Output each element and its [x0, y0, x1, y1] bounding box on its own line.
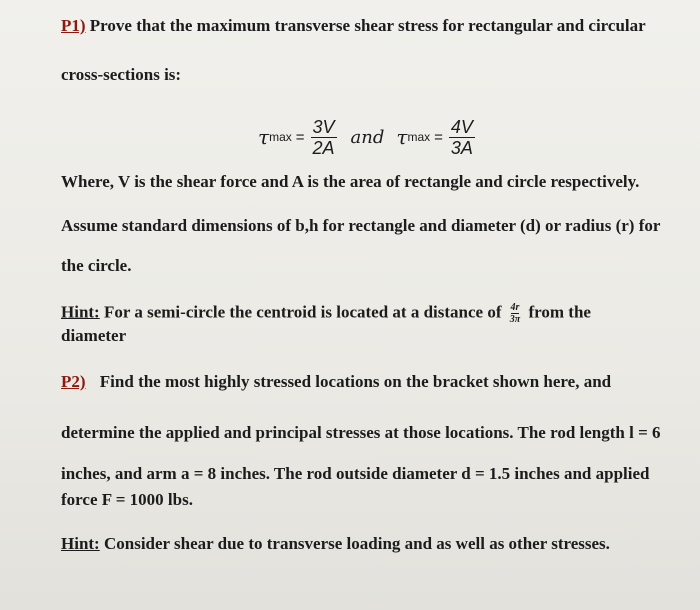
p1-assume-1: Assume standard dimensions of b,h for rectangle and diameter (d) or radius (r) for	[61, 216, 661, 235]
fraction-circ-den: 3A	[450, 137, 473, 158]
p1-line2: cross-sections is:	[61, 65, 182, 84]
hint1-text-b: from the	[528, 302, 591, 322]
p1-label: P1)	[61, 16, 86, 35]
p2-line3: inches, and arm a = 8 inches. The rod outside diameter d = 1.5 inches and applied	[61, 464, 650, 483]
tau-symbol-2: τ	[396, 125, 408, 149]
p1-assume-2: the circle.	[61, 256, 132, 275]
p1-text-1: Prove that the maximum transverse shear stress for rectangular and circular	[89, 16, 646, 35]
p1-where: Where, V is the shear force and A is the area of rectangle and circle respectively.	[61, 172, 640, 191]
fraction-circ	[449, 117, 475, 158]
hint1-line2: diameter	[61, 326, 127, 345]
p2-line4: force F = 1000 lbs.	[61, 490, 193, 509]
tau-symbol-1: τ	[258, 125, 270, 149]
p1-line1	[61, 16, 646, 36]
fraction-rect-num: 3V	[312, 116, 335, 137]
fraction-rect	[311, 117, 337, 158]
hint1-text-a: For a semi-circle the centroid is located at a distance of	[103, 302, 502, 322]
and-word: and	[350, 126, 385, 148]
hint1-fraction-num: 4r	[510, 302, 520, 313]
fraction-circ-num: 4V	[450, 116, 473, 137]
p2-label: P2)	[61, 372, 86, 391]
tau-sub-2: max	[407, 130, 431, 144]
p2-line2: determine the applied and principal stresses at those locations. The rod length l = 6	[61, 423, 661, 442]
p2-text-1: Find the most highly stressed locations on the bracket shown here, and	[99, 372, 612, 391]
hint2-label: Hint:	[61, 534, 100, 553]
hint1-fraction-den: 3π	[509, 314, 521, 325]
fraction-rect-den: 2A	[312, 137, 335, 158]
hint1-label: Hint:	[61, 302, 100, 322]
shear-formula	[258, 112, 477, 162]
hint1-fraction	[510, 302, 520, 325]
hint2-line	[61, 534, 610, 554]
tau-sub-1: max	[269, 130, 292, 144]
equals-2: =	[434, 128, 443, 146]
hint2-text: Consider shear due to transverse loading and as well as other stresses.	[103, 534, 610, 553]
equals-1: =	[295, 128, 305, 146]
hint1-line1	[61, 302, 591, 325]
p2-line1	[61, 372, 611, 392]
